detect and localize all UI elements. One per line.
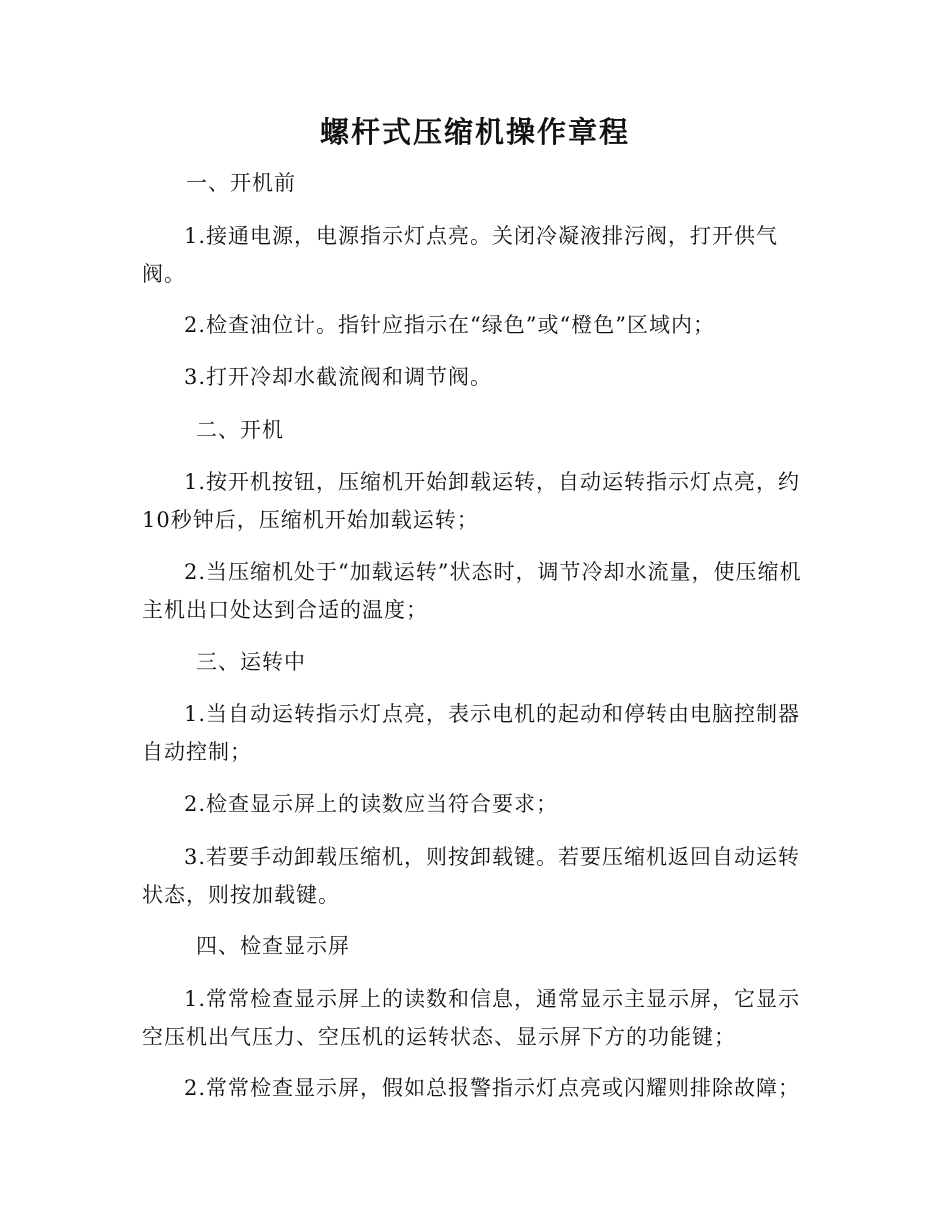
section-heading-3: 三、运转中 [196,650,306,674]
document-title: 螺杆式压缩机操作章程 [319,115,630,149]
section-3-item-3: 3.若要手动卸载压缩机，则按卸载键。若要压缩机返回自动运转状态，则按加载键。 [142,845,801,907]
section-heading-1: 一、开机前 [186,171,296,195]
section-4-item-1: 1.常常检查显示屏上的读数和信息，通常显示主显示屏，它显示空压机出气压力、空压机的运转状态、显示屏下方的功能键； [142,987,801,1049]
section-2-item-1: 1.按开机按钮，压缩机开始卸载运转，自动运转指示灯点亮，约10秒钟后，压缩机开始加载运转； [142,470,801,532]
section-1-item-3: 3.打开冷却水截流阀和调节阀。 [184,365,493,389]
section-heading-2: 二、开机 [196,418,284,442]
section-4-item-2: 2.常常检查显示屏，假如总报警指示灯点亮或闪耀则排除故障； [184,1076,801,1100]
section-2-item-2: 2.当压缩机处于“加载运转”状态时，调节冷却水流量，使压缩机主机出口处达到合适的温度； [142,560,802,622]
section-3-item-1: 1.当自动运转指示灯点亮，表示电机的起动和停转由电脑控制器自动控制； [142,702,801,764]
section-heading-4: 四、检查显示屏 [196,934,350,958]
section-3-item-2: 2.检查显示屏上的读数应当符合要求； [184,792,559,816]
section-1-item-1: 1.接通电源，电源指示灯点亮。关闭冷凝液排污阀，打开供气阀。 [142,224,779,286]
section-1-item-2: 2.检查油位计。指针应指示在“绿色”或“橙色”区域内； [184,313,715,337]
